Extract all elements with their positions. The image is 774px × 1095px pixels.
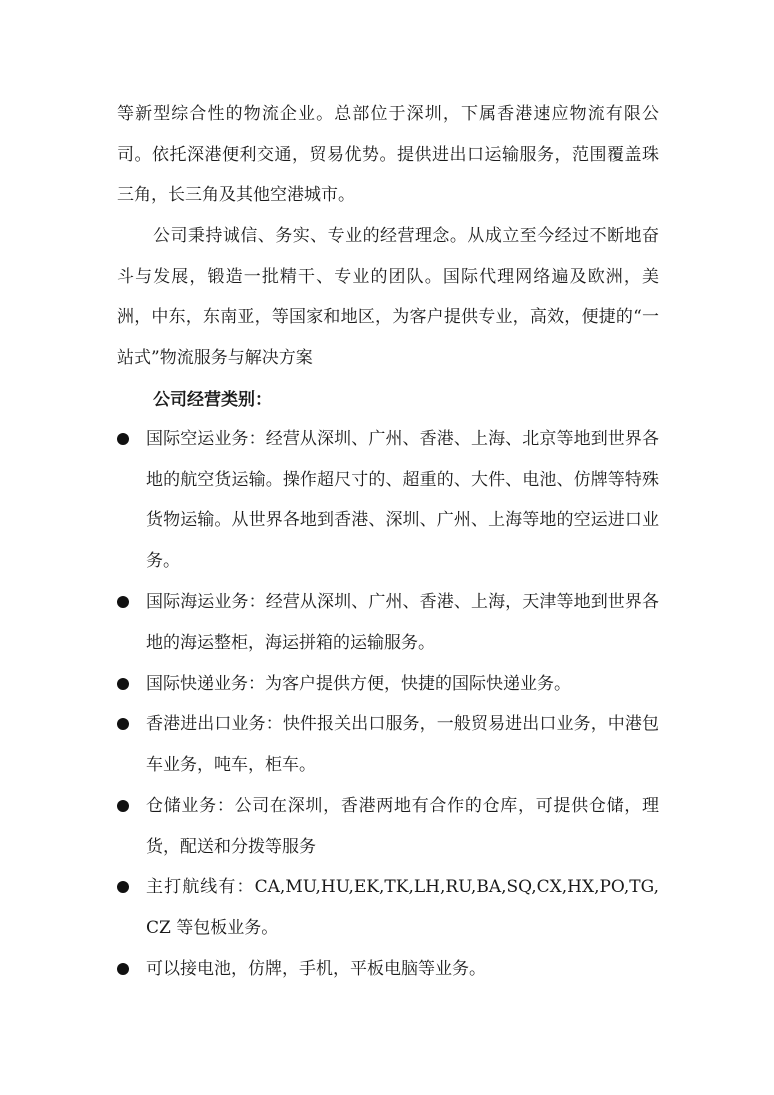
list-item-warehousing [117,786,659,867]
bullet-icon [117,433,129,445]
list-item-sea-freight [117,582,659,663]
list-item-text: 国际空运业务：经营从深圳、广州、香港、上海、北京等地到世界各地的航空货运输。操作超尺寸的、超重的、大件、电池、仿牌等特殊货物运输。从世界各地到香港、深圳、广州、上海等地的空运进口业务。 [146,429,659,571]
list-item-text: 主打航线有：CA,MU,HU,EK,TK,LH,RU,BA,SQ,CX,HX,PO,TG,CZ 等包板业务。 [146,877,659,938]
bullet-icon [117,963,129,975]
bullet-icon [117,678,129,690]
list-item-express [117,664,659,705]
intro-paragraph: 等新型综合性的物流企业。总部位于深圳，下属香港速应物流有限公司。依托深港便利交通，贸易优势。提供进出口运输服务，范围覆盖珠三角，长三角及其他空港城市。 [117,104,659,205]
bullet-icon [117,800,129,812]
list-item-hk-import-export [117,704,659,785]
list-item-air-freight [117,419,659,581]
section-heading: 公司经营类别： [153,390,272,410]
list-item-special-cargo [117,949,659,990]
list-item-text: 香港进出口业务：快件报关出口服务，一般贸易进出口业务，中港包车业务，吨车，柜车。 [146,714,659,775]
bullet-icon [117,718,129,730]
list-item-text: 国际快递业务：为客户提供方便，快捷的国际快递业务。 [146,674,571,694]
list-item-text: 国际海运业务：经营从深圳、广州、香港、上海，天津等地到世界各地的海运整柜，海运拼箱的运输服务。 [146,592,659,653]
list-item-text: 可以接电池，仿牌，手机，平板电脑等业务。 [146,959,486,979]
philosophy-paragraph: 公司秉持诚信、务实、专业的经营理念。从成立至今经过不断地奋斗与发展，锻造一批精干、专业的团队。国际代理网络遍及欧洲，美洲，中东，东南亚，等国家和地区，为客户提供专业，高效，便捷的“一站式”物流服务与解决方案 [117,226,659,368]
list-item-main-routes [117,867,659,948]
bullet-icon [117,881,129,893]
list-item-text: 仓储业务：公司在深圳，香港两地有合作的仓库，可提供仓储，理货，配送和分拨等服务 [146,796,659,857]
bullet-icon [117,596,129,608]
